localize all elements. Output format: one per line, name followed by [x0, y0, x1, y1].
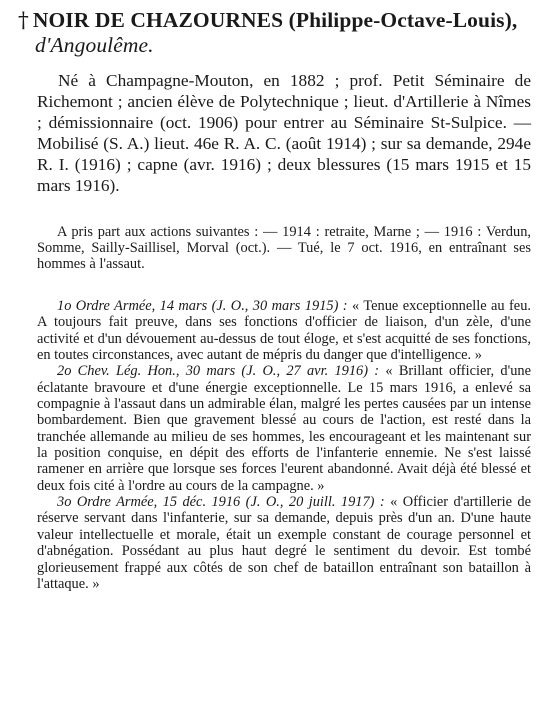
citation-heading: 2o Chev. Lég. Hon., 30 mars (J. O., 27 avr. 1916) : — [57, 363, 380, 380]
biography-text: Né à Champagne-Mouton, en 1882 ; prof. Petit Séminaire de Richemont ; ancien élève de Polytechnique ; lieut. d'Artillerie à Nîmes ; démissionnaire (oct. 1906) pour entrer au Séminaire St-Sulpice. — Mobilisé (S. A.) lieut. 46e R. A. C. (août 1914) ; sur sa demande, 294e R. I. (1916) ; capne (avr. 1916) ; deux blessures (15 mars 1915 et 15 mars 1916). — [37, 71, 531, 196]
person-name: NOIR DE CHAZOURNES (Philippe-Octave-Louis), — [32, 8, 518, 32]
citation-heading: 1o Ordre Armée, 14 mars (J. O., 30 mars 1915) : — [57, 298, 348, 314]
death-cross-icon: † — [18, 8, 29, 33]
citation-heading: 3o Ordre Armée, 15 déc. 1916 (J. O., 20 juill. 1917) : — [57, 494, 385, 511]
citation-item — [37, 494, 531, 592]
entry-heading — [18, 8, 533, 58]
citation-item — [37, 298, 531, 363]
biography-paragraph — [37, 70, 531, 197]
citation-text: « Brillant officier, d'une éclatante bravoure et d'une énergie exceptionnelle. Le 15 mars 1916, a enlevé sa compagnie à l'assaut dans un admirable élan, malgré les pertes causées par un intense bombardement. Bien que gravement blessé au cours de l'action, est resté dans la tranchée allemande au milieu de ses hommes, les encourageant et les maintenant sur la position conquise, en dépit des efforts de l'infanterie ennemie. Ne s'est laissé ramener en arrière que lorsque ses forces l'eurent abandonné. Avait déjà été blessé et deux fois cité à l'ordre au cours de la campagne. » — [37, 363, 531, 494]
citation-text: « Tenue exceptionnelle au feu. A toujours fait preuve, dans ses fonctions d'officier de liaison, d'un zèle, d'une activité et d'un dévouement au-dessus de tout éloge, et s'est acquitté de ses fonctions, en toutes circonstances, avec autant de mépris du danger que d'intelligence. » — [37, 298, 531, 364]
actions-paragraph — [37, 224, 531, 273]
person-origin: d'Angoulême. — [35, 33, 154, 57]
citation-item — [37, 363, 531, 494]
actions-text: A pris part aux actions suivantes : — 1914 : retraite, Marne ; — 1916 : Verdun, Somme, Sailly-Saillisel, Morval (oct.). — Tué, le 7 oct. 1916, en entraînant ses hommes à l'assaut. — [37, 224, 531, 273]
citations-list — [37, 298, 531, 592]
citation-text: « Officier d'artillerie de réserve servant dans l'infanterie, sur sa demande, depuis près d'un an. D'une haute valeur intellectuelle et morale, était un exemple constant de courage personnel et d'abnégation. Possédant au plus haut degré le sentiment du devoir. Est tombé glorieusement frappé aux côtés de son chef de bataillon entraînant son bataillon à l'attaque. » — [37, 494, 531, 592]
